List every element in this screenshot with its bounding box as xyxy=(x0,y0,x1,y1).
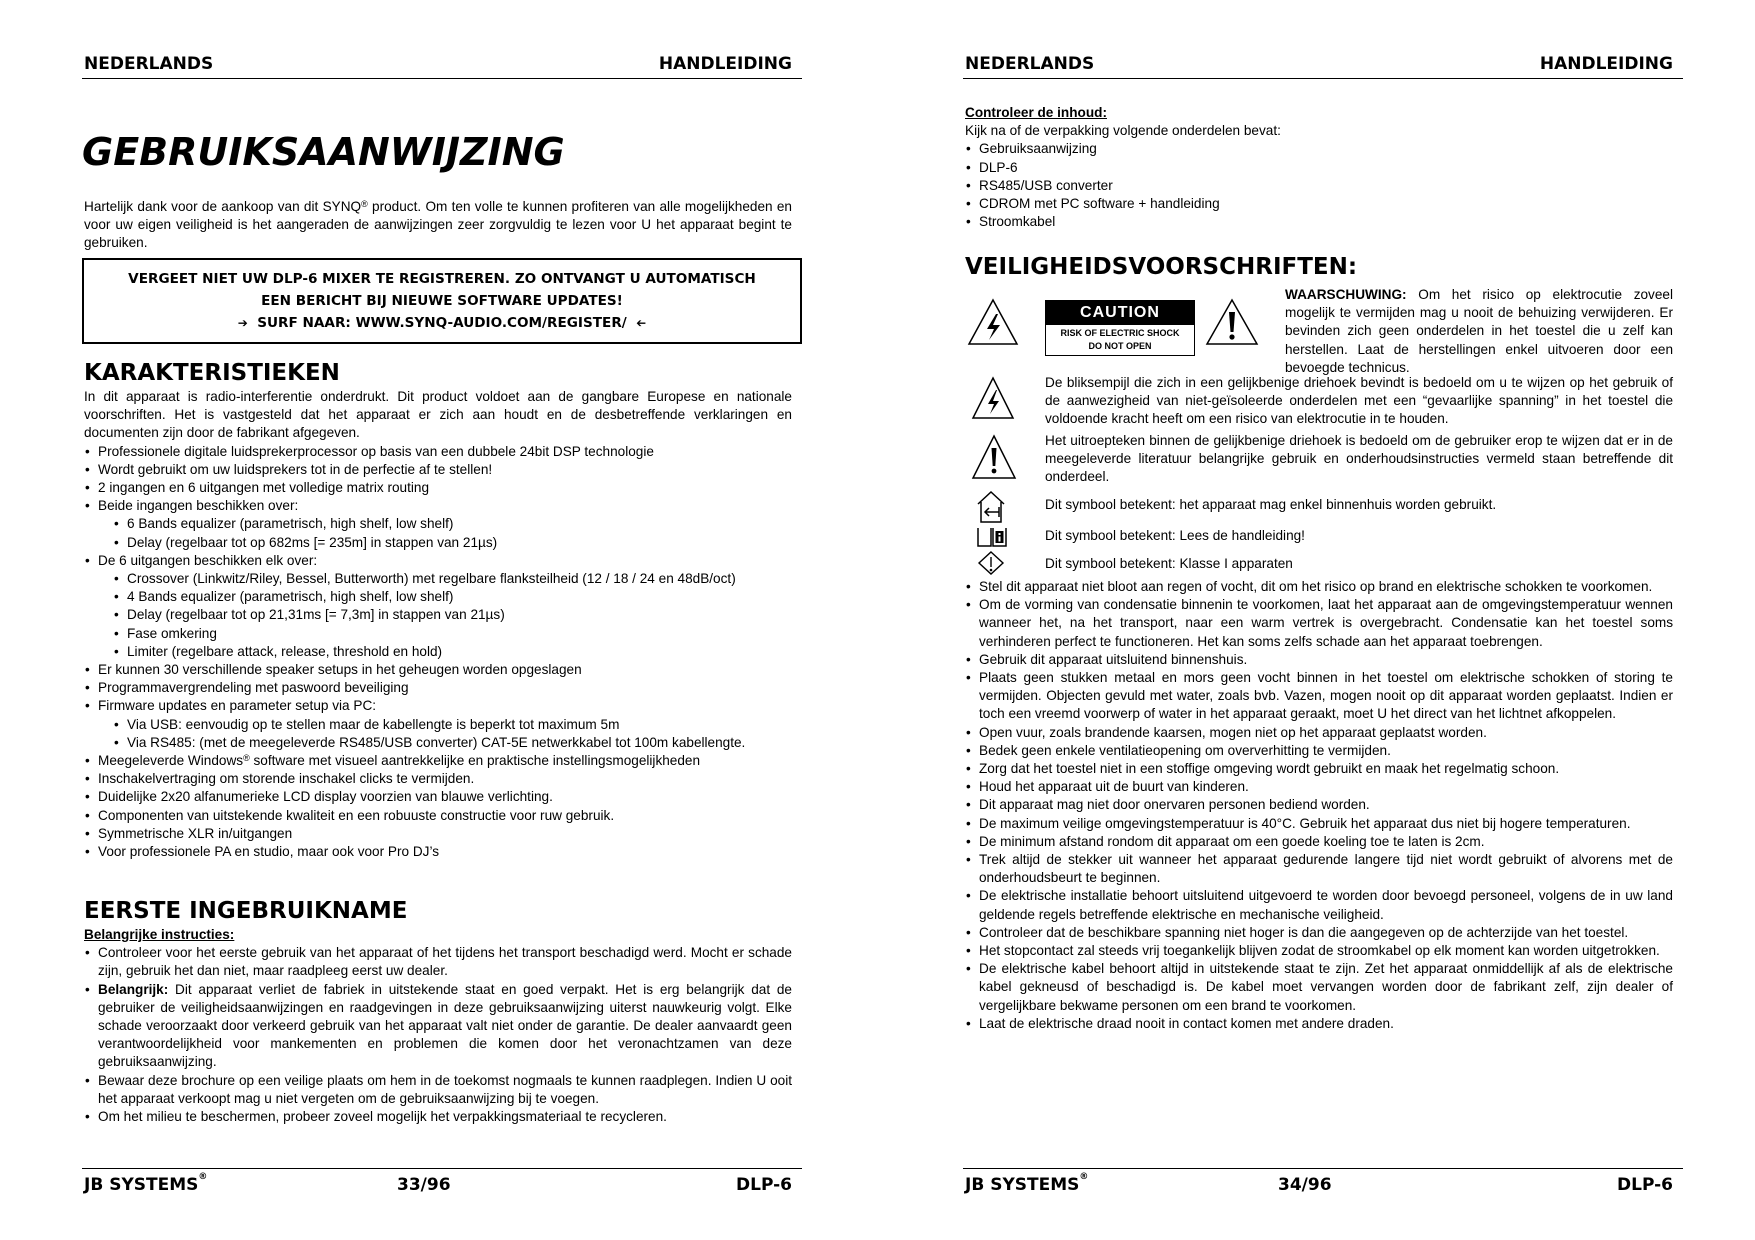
first-use-heading: EERSTE INGEBRUIKNAME xyxy=(84,898,408,924)
page-header xyxy=(82,52,802,79)
list-item: • De maximum veilige omgevingstemperatuur is 40°C. Gebruik het apparaat dus niet bij hogere temperaturen. xyxy=(979,815,1673,833)
footer-brand: JB SYSTEMS® xyxy=(84,1172,208,1195)
safety-rules xyxy=(965,578,1673,1033)
list-item: • Stel dit apparaat niet bloot aan regen of vocht, dit om het risico op brand en elektrische schokken te voorkomen. xyxy=(979,578,1673,596)
list-item: • RS485/USB converter xyxy=(979,177,1673,195)
list-item: • Voor professionele PA en studio, maar ook voor Pro DJ’s xyxy=(98,843,792,861)
warning-paragraph: WAARSCHUWING: Om het risico op elektrocutie zoveel mogelijk te vermijden mag u nooit de behuizing verwijderen. Er bevinden zich geen onderdelen in het toestel die u zelf kan herstellen. Laat de herstellingen enkel uitvoeren door een bevoegde technicus. xyxy=(1285,287,1673,375)
caution-line-1: RISK OF ELECTRIC SHOCK xyxy=(1060,328,1180,338)
arrow-right-icon: ➔ xyxy=(237,316,248,330)
list-item: • Bedek geen enkele ventilatieopening om oververhitting te vermijden. xyxy=(979,742,1673,760)
list-item: • Delay (regelbaar tot op 682ms [= 235m] in stappen van 21µs) xyxy=(127,534,792,552)
list-item: • Gebruik dit apparaat uitsluitend binnenshuis. xyxy=(979,651,1673,669)
list-item: • Inschakelvertraging om storende inschakel clicks te vermijden. xyxy=(98,770,792,788)
list-item: • De elektrische kabel behoort altijd in uitstekende staat te zijn. Zet het apparaat onmiddellijk af als de elektrische kabel gekneusd of beschadigd is. De kabel moet vervangen worden door de fabrikant zelf, zijn dealer of vergelijkbare bekwame personen om een brand te voorkomen. xyxy=(979,960,1673,1015)
list-item: • Bewaar deze brochure op een veilige plaats om hem in de toekomst nogmaals te kunnen raadplegen. Indien U ooit het apparaat verkoopt mag u niet vergeten om de gebruiksaanwijzing bij te voegen. xyxy=(98,1072,792,1108)
header-section: HANDLEIDING xyxy=(1539,54,1673,74)
list-item: • 2 ingangen en 6 uitgangen met volledige matrix routing xyxy=(98,479,792,497)
left-page xyxy=(82,0,802,1240)
footer-model: DLP-6 xyxy=(1617,1175,1673,1195)
footer-model: DLP-6 xyxy=(736,1175,792,1195)
list-item: • Plaats geen stukken metaal en mors geen vocht binnen in het toestel om elektrische schokken of storing te vermijden. Objecten gevuld met water, zoals bvb. Vazen, mogen nooit op dit apparaat worden geplaatst. Indien er toch een vreemd voorwerp of water in het apparaat geraakt, moet U het direct van het lichtnet afkoppelen. xyxy=(979,669,1673,724)
class-description: Dit symbool betekent: Klasse I apparaten xyxy=(1045,556,1293,571)
list-item: • Duidelijke 2x20 alfanumerieke LCD display voorzien van blauwe verlichting. xyxy=(98,788,792,806)
list-item: • De elektrische installatie behoort uitsluitend uitgevoerd te worden door bevoegd personeel, volgens de in uw land geldende regels betreffende elektrische en mechanische veiligheid. xyxy=(979,887,1673,923)
exclamation-triangle-icon xyxy=(971,434,1017,480)
lightning-description: De bliksempijl die zich in een gelijkbenige driehoek bevindt is bedoeld om u te wijzen op het gebruik of de aanwezigheid van niet-geïsoleerde onderdelen met een “gevaarlijke spanning” in het toestel die voldoende kracht heeft om een risico van elektrocutie in te houden. xyxy=(1045,375,1673,427)
list-item: • Via USB: eenvoudig op te stellen maar de kabellengte is beperkt tot maximum 5m xyxy=(127,716,792,734)
list-item: • Crossover (Linkwitz/Riley, Bessel, Butterworth) met regelbare flanksteilheid (12 / 18 / 24 en 48dB/oct) xyxy=(127,570,792,588)
caution-label xyxy=(1045,300,1195,356)
list-item: • Er kunnen 30 verschillende speaker setups in het geheugen worden opgeslagen xyxy=(98,661,792,679)
class-one-icon xyxy=(977,550,1005,576)
arrow-left-icon: ➔ xyxy=(636,316,647,330)
list-item: • DLP-6 xyxy=(979,159,1673,177)
lightning-warning-icon xyxy=(967,298,1019,346)
first-use-subheading: Belangrijke instructies: xyxy=(84,927,235,942)
exclamation-warning-icon xyxy=(1205,298,1259,346)
lightning-triangle-icon xyxy=(971,376,1015,420)
list-item: • Symmetrische XLR in/uitgangen xyxy=(98,825,792,843)
page-number: 34/96 xyxy=(1278,1175,1332,1195)
register-line-1: VERGEET NIET UW DLP-6 MIXER TE REGISTREREN. ZO ONTVANGT U AUTOMATISCH xyxy=(128,271,756,287)
list-item: • Laat de elektrische draad nooit in contact komen met andere draden. xyxy=(979,1015,1673,1033)
list-item: • Houd het apparaat uit de buurt van kinderen. xyxy=(979,778,1673,796)
list-item: • Meegeleverde Windows® software met visueel aantrekkelijke en praktische instellingsmogelijkheden xyxy=(98,752,792,770)
contents-intro: Kijk na of de verpakking volgende onderdelen bevat: xyxy=(965,123,1281,139)
indoor-use-icon xyxy=(975,490,1007,524)
manual-description: Dit symbool betekent: Lees de handleiding! xyxy=(1045,528,1305,543)
list-item: • CDROM met PC software + handleiding xyxy=(979,195,1673,213)
features-list xyxy=(84,443,792,862)
safety-rules-list xyxy=(965,578,1673,1033)
list-item: • Beide ingangen beschikken over: • 6 Bands equalizer (parametrisch, high shelf, low shelf) • Delay (regelbaar tot op 682ms [= 235m] in stappen van 21µs) xyxy=(98,497,792,552)
list-item: • Om de vorming van condensatie binnenin te voorkomen, laat het apparaat aan de omgevingstemperatuur wennen wanneer het, na het transport, naar een warm vertrek is overgebracht. Condensatie kan het toestel soms verhinderen perfect te functioneren. Het kan soms zelfs schade aan het apparaat toebrengen. xyxy=(979,596,1673,651)
safety-heading: VEILIGHEIDSVOORSCHRIFTEN: xyxy=(965,254,1358,280)
list-item: • Zorg dat het toestel niet in een stoffige omgeving wordt gebruikt en maak het regelmatig schoon. xyxy=(979,760,1673,778)
footer-brand: JB SYSTEMS® xyxy=(965,1172,1089,1195)
list-item: • Wordt gebruikt om uw luidsprekers tot in de perfectie af te stellen! xyxy=(98,461,792,479)
contents-heading: Controleer de inhoud: xyxy=(965,105,1107,120)
page-footer xyxy=(963,1168,1683,1195)
list-item: • Programmavergrendeling met paswoord beveiliging xyxy=(98,679,792,697)
list-item: • Via RS485: (met de meegeleverde RS485/USB converter) CAT-5E netwerkkabel tot 100m kabellengte. xyxy=(127,734,792,752)
list-item: • 4 Bands equalizer (parametrisch, high shelf, low shelf) xyxy=(127,588,792,606)
exclamation-description: Het uitroepteken binnen de gelijkbenige driehoek is bedoeld om de gebruiker erop te wijzen dat er in de meegeleverde literatuur belangrijke gebruik en onderhoudsinstructies vermeld staan betreffende dit onderdeel. xyxy=(1045,433,1673,485)
list-item: • Trek altijd de stekker uit wanneer het apparaat gedurende langere tijd niet wordt gebruikt of alvorens met de onderhoudsbeurt te beginnen. xyxy=(979,851,1673,887)
instructions-list xyxy=(84,944,792,1126)
list-item: • Gebruiksaanwijzing xyxy=(979,140,1673,158)
list-item: • Limiter (regelbare attack, release, threshold en hold) xyxy=(127,643,792,661)
page-number: 33/96 xyxy=(397,1175,451,1195)
read-manual-icon xyxy=(975,522,1009,550)
caution-title: CAUTION xyxy=(1046,301,1194,325)
list-item: • Stroomkabel xyxy=(979,213,1673,231)
list-item: • Firmware updates en parameter setup via PC: • Via USB: eenvoudig op te stellen maar de kabellengte is beperkt tot maximum 5m • Via RS485: (met de meegeleverde RS485/USB converter) CAT-5E netwerkkabel tot 100m kabellengte. xyxy=(98,697,792,752)
page-footer xyxy=(82,1168,802,1195)
list-item: • Professionele digitale luidsprekerprocessor op basis van een dubbele 24bit DSP technologie xyxy=(98,443,792,461)
list-item: • De minimum afstand rondom dit apparaat om een goede koeling toe te laten is 2cm. xyxy=(979,833,1673,851)
intro-paragraph: Hartelijk dank voor de aankoop van dit SYNQ® product. Om ten volle te kunnen profiteren van alle mogelijkheden en voor uw eigen veiligheid is het aangeraden de aanwijzingen zeer zorgvuldig te lezen voor U het apparaat begint te gebruiken. xyxy=(84,199,792,251)
features-intro: In dit apparaat is radio-interferentie onderdrukt. Dit product voldoet aan de gangbare Europese en nationale voorschriften. Het is vastgesteld dat het apparaat er zich aan houdt en de desbetreffende verklaringen en documenten zijn door de fabrikant afgegeven. xyxy=(84,389,792,441)
list-item: • Componenten van uitstekende kwaliteit en een robuuste constructie voor ruw gebruik. xyxy=(98,807,792,825)
page-header xyxy=(963,52,1683,79)
safety-heading-wrap xyxy=(965,252,1673,282)
register-url: SURF NAAR: WWW.SYNQ-AUDIO.COM/REGISTER/ xyxy=(257,315,627,331)
contents-section xyxy=(965,104,1673,231)
list-item: • Controleer voor het eerste gebruik van het apparaat of het tijdens het transport beschadigd werd. Mocht er schade zijn, gebruik het dan niet, maar raadpleeg eerst uw dealer. xyxy=(98,944,792,980)
page-title: GEBRUIKSAANWIJZING xyxy=(82,130,565,174)
list-item: • Controleer dat de beschikbare spanning niet hoger is dan die aangegeven op de achterzijde van het toestel. xyxy=(979,924,1673,942)
list-item: • De 6 uitgangen beschikken elk over: • Crossover (Linkwitz/Riley, Bessel, Butterworth) met regelbare flanksteilheid (12 / 18 / 24 en 48dB/oct) • 4 Bands equalizer (parametrisch, high shelf, low shelf) • Delay (regelbaar tot op 21,31ms [= 7,3m] in stappen van 21µs) • Fase omkering • Limiter (regelbare attack, release, threshold en hold) xyxy=(98,552,792,661)
list-item: • Open vuur, zoals brandende kaarsen, mogen niet op het apparaat geplaatst worden. xyxy=(979,724,1673,742)
list-item: • Fase omkering xyxy=(127,625,792,643)
first-use-section xyxy=(84,896,792,1126)
right-page xyxy=(963,0,1683,1240)
register-line-3 xyxy=(94,312,790,334)
indoor-description: Dit symbool betekent: het apparaat mag enkel binnenhuis worden gebruikt. xyxy=(1045,497,1497,512)
register-line-2: EEN BERICHT BIJ NIEUWE SOFTWARE UPDATES! xyxy=(261,293,623,309)
header-language: NEDERLANDS xyxy=(965,54,1095,74)
register-notice-box xyxy=(82,258,802,344)
header-language: NEDERLANDS xyxy=(84,54,214,74)
features-section xyxy=(84,358,792,861)
list-item: • 6 Bands equalizer (parametrisch, high shelf, low shelf) xyxy=(127,515,792,533)
caution-line-2: DO NOT OPEN xyxy=(1088,341,1152,351)
features-heading: KARAKTERISTIEKEN xyxy=(84,360,340,386)
list-item: • Dit apparaat mag niet door onervaren personen bediend worden. xyxy=(979,796,1673,814)
header-section: HANDLEIDING xyxy=(658,54,792,74)
list-item: • Het stopcontact zal steeds vrij toegankelijk blijven zodat de stroomkabel op elk moment kan worden uitgetrokken. xyxy=(979,942,1673,960)
list-item: • Om het milieu te beschermen, probeer zoveel mogelijk het verpakkingsmateriaal te recycleren. xyxy=(98,1108,792,1126)
list-item: • Belangrijk: Dit apparaat verliet de fabriek in uitstekende staat en goed verpakt. Het is erg belangrijk dat de gebruiker de veiligheidsaanwijzingen en raadgevingen in deze gebruiksaanwijzing uiterst nauwkeurig volgt. Elke schade veroorzaakt door verkeerd gebruik van het apparaat valt niet onder de garantie. De dealer aanvaardt geen verantwoordelijkheid voor mankementen en problemen die komen door het veronachtzamen van deze gebruiksaanwijzing. xyxy=(98,981,792,1072)
contents-list xyxy=(965,140,1673,231)
list-item: • Delay (regelbaar tot op 21,31ms [= 7,3m] in stappen van 21µs) xyxy=(127,606,792,624)
